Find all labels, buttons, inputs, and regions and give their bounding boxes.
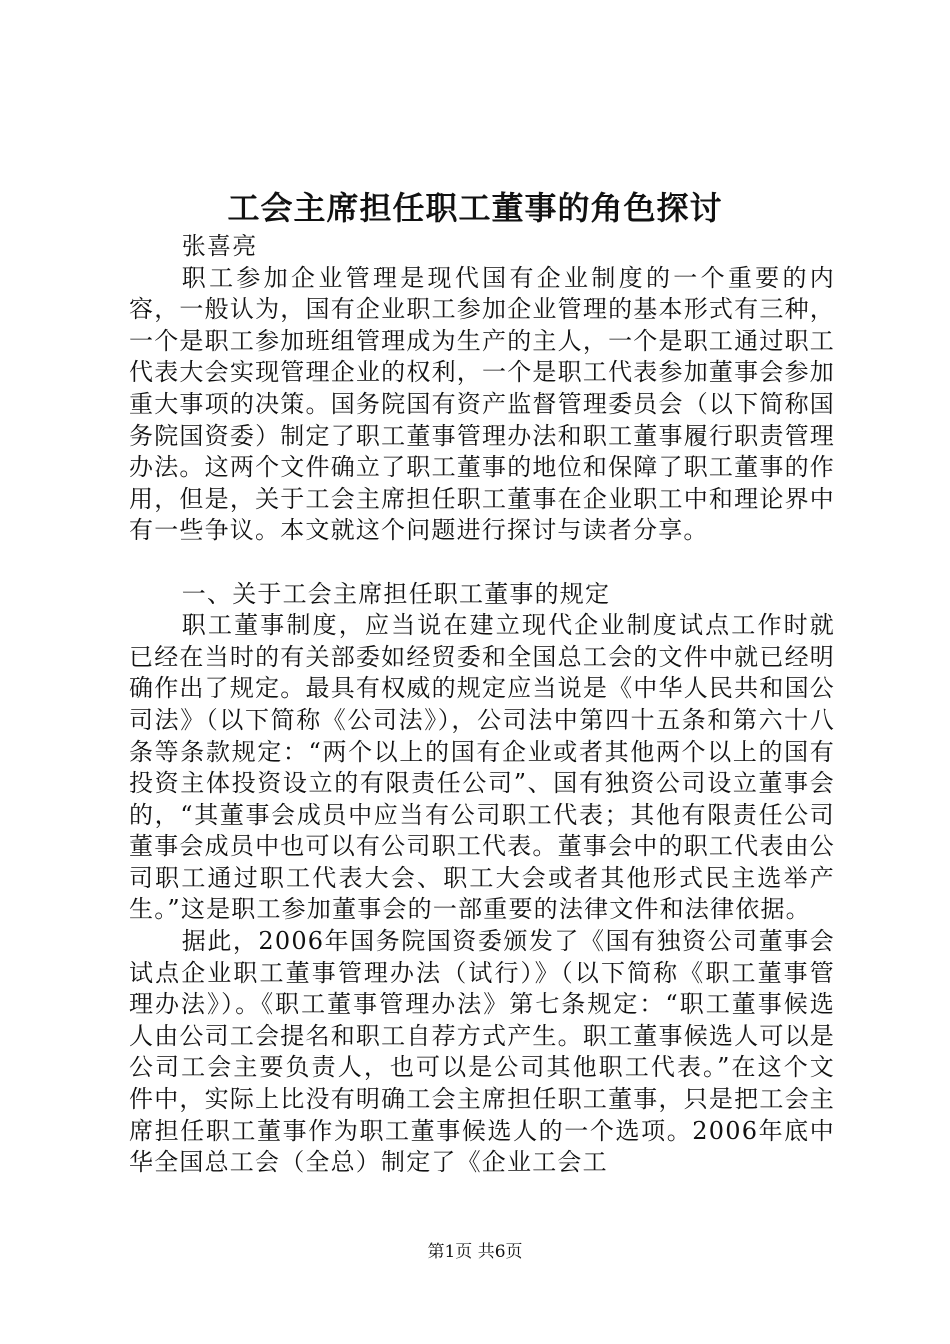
section-paragraph: 职工董事制度，应当说在建立现代企业制度试点工作时就已经在当时的有关部委如经贸委和全国总工会的文件中就已经明确作出了规定。最具有权威的规定应当说是《中华人民共和国公司法》（以下简称《公司法》），公司法中第四十五条和第六十八条等条款规定：“两个以上的国有企业或者其他两个以上的国有投资主体投资设立的有限责任公司”、国有独资公司设立董事会的，“其董事会成员中应当有公司职工代表；其他有限责任公司董事会成员中也可以有公司职工代表。董事会中的职工代表由公司职工通过职工代表大会、职工大会或者其他形式民主选举产生。”这是职工参加董事会的一部重要的法律文件和法律依据。 [129, 611, 835, 924]
document-body [129, 231, 835, 1179]
intro-paragraph: 职工参加企业管理是现代国有企业制度的一个重要的内容，一般认为，国有企业职工参加企业管理的基本形式有三种，一个是职工参加班组管理成为生产的主人，一个是职工通过职工代表大会实现管理企业的权利，一个是职工代表参加董事会参加重大事项的决策。国务院国有资产监督管理委员会（以下简称国务院国资委）制定了职工董事管理办法和职工董事履行职责管理办法。这两个文件确立了职工董事的地位和保障了职工董事的作用，但是，关于工会主席担任职工董事在企业职工中和理论界中有一些争议。本文就这个问题进行探讨与读者分享。 [129, 263, 835, 545]
section-paragraph: 据此，2006年国务院国资委颁发了《国有独资公司董事会试点企业职工董事管理办法（试行）》（以下简称《职工董事管理办法》）。《职工董事管理办法》第七条规定：“职工董事候选人由公司工会提名和职工自荐方式产生。职工董事候选人可以是公司工会主要负责人，也可以是公司其他职工代表。”在这个文件中，实际上比没有明确工会主席担任职工董事，只是把工会主席担任职工董事作为职工董事候选人的一个选项。2006年底中华全国总工会（全总）制定了《企业工会工 [129, 927, 835, 1177]
section-heading: 一、关于工会主席担任职工董事的规定 [181, 579, 611, 608]
author-name: 张喜亮 [181, 232, 258, 260]
document-title: 工会主席担任职工董事的角色探讨 [227, 189, 723, 227]
page-number-footer: 第1页 共6页 [427, 1242, 523, 1262]
